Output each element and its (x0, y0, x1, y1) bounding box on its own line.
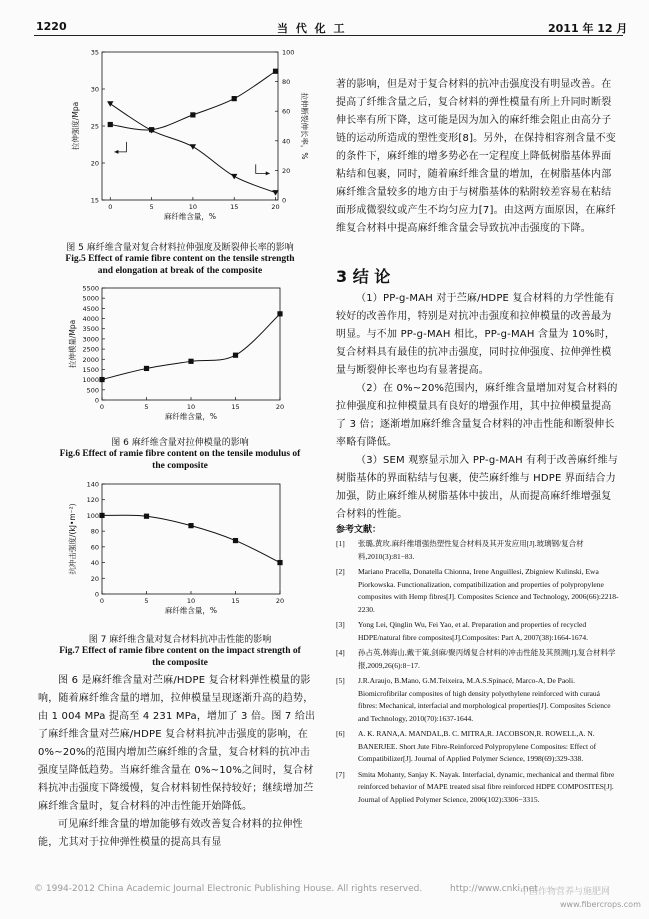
y-tick-label: 2500 (82, 345, 99, 354)
x-tick-label: 15 (231, 597, 240, 605)
data-point (277, 560, 282, 565)
header-rule (34, 35, 623, 36)
x-axis-label: 麻纤维含量，% (163, 212, 217, 221)
data-point (99, 377, 104, 382)
reference-text: Mariano Pracella, Donatella Chionna, Irene Anguillesi, Zbigniew Kulinski, Ewa Piorkowska. Functionalization, compatibilization and properties of polypropylene composites with Hemp fibres[J]. Composites Science and Technology, 2006(66):2218-2230. (358, 567, 619, 614)
references-title: 参考文献： (336, 525, 382, 535)
fig6-chart (40, 282, 320, 432)
y-tick-label: 80 (90, 527, 99, 536)
x-tick-label: 0 (99, 403, 105, 411)
x-tick-label: 0 (108, 203, 113, 211)
x-axis-label: 麻纤维含量，% (164, 606, 218, 615)
x-axis-label: 麻纤维含量，% (164, 412, 218, 421)
conclusion-item: （1）PP-g-MAH 对于苎麻/HDPE 复合材料的力学性能有较好的改善作用，特别是对抗冲击强度和拉伸模量的改善最为明显。与不加 PP-g-MAH 相比，PP-g-MAH 含量为 10%时，复合材料具有最佳的抗冲击强度，同时拉伸强度、拉伸弹性模量与断裂伸长率也均有显著提高。 (336, 293, 616, 376)
fig6-caption-cn: 图 6 麻纤维含量对拉伸模量的影响 (111, 438, 249, 448)
series-line (110, 71, 275, 130)
y-tick-label: 1000 (82, 376, 99, 385)
data-point (108, 122, 113, 127)
y-tick-label: 5500 (82, 284, 99, 293)
y-tick-label: 1500 (82, 365, 99, 374)
fig5-caption-cn: 图 5 麻纤维含量对复合材料拉伸强度及断裂伸长率的影响 (66, 243, 294, 253)
copyright-notice: © 1994-2012 China Academic Journal Electronic Publishing House. All rights reserved. (34, 884, 423, 894)
y-tick-label: 2000 (82, 355, 99, 364)
y-left-tick-label: 25 (90, 122, 99, 131)
y-tick-label: 0 (94, 590, 99, 599)
data-point (190, 144, 196, 150)
reference-number: [2] (336, 567, 345, 576)
reference-number: [7] (336, 769, 345, 779)
reference-number: [4] (336, 648, 345, 657)
x-tick-label: 10 (186, 597, 196, 605)
y-right-tick-label: 60 (282, 107, 291, 116)
series-line (102, 515, 280, 562)
y-left-tick-label: 35 (90, 48, 99, 57)
y-right-tick-label: 80 (282, 78, 291, 87)
right-column-text (336, 76, 620, 238)
data-point (190, 112, 195, 117)
x-tick-label: 5 (144, 403, 149, 411)
y-tick-label: 5000 (82, 294, 99, 303)
cnki-url: http://www.cnki.net (450, 884, 538, 894)
reference-item (336, 769, 620, 807)
y-right-tick-label: 0 (282, 196, 287, 205)
fig7-caption-en-1: Fig.7 Effect of ramie fibre content on the impact strength of (59, 646, 301, 656)
reference-text: Yong Lei, Qinglin Wu, Fei Yao, et al. Preparation and properties of recycled HDPE/natural fibre composites[J].Composites: Part A, 2007(38):1664-1674. (358, 620, 588, 642)
y-tick-label: 40 (90, 559, 99, 568)
conclusions (336, 290, 620, 524)
paragraph: 可见麻纤维含量的增加能够有效改善复合材料的拉伸性能，尤其对于拉伸弹性模量的提高具有显 (38, 819, 303, 848)
reference-item (336, 647, 620, 672)
y-tick-label: 60 (90, 543, 99, 552)
y-right-axis-label: 拉伸断裂伸长率，% (300, 92, 309, 160)
data-point (188, 523, 193, 528)
y-tick-label: 0 (94, 396, 99, 405)
reference-list (336, 538, 620, 809)
data-point (188, 359, 193, 364)
x-tick-label: 20 (275, 403, 285, 411)
data-point (233, 353, 238, 358)
watermark-url: www.fibercrops.com (560, 900, 641, 909)
reference-number: [3] (336, 620, 345, 629)
x-tick-label: 10 (188, 203, 198, 211)
right-axis-arrowhead (266, 171, 270, 175)
issue-date: 2011 年 12 月 (548, 22, 628, 35)
reference-item (336, 728, 620, 766)
reference-text: J.R.Araujo, B.Mano, G.M.Teixeira, M.A.S.Spinacé, Marco-A, De Paoli. Biomicrofibrilar composites of high density polyethylene reinforced with curauá fibres: Mechanical, interfacial and morphological properties[J]. Composites Science and Technology, 2010(70):1637-1644. (358, 676, 611, 723)
data-point (107, 101, 113, 107)
y-tick-label: 20 (90, 574, 99, 583)
fig7-caption-en-2: the composite (152, 658, 208, 668)
data-point (233, 538, 238, 543)
paragraph: 著的影响，但是对于复合材料的抗冲击强度没有明显改善。在提高了纤维含量之后，复合材料的弹性模量有所上升同时断裂伸长率有所下降，这可能是因为加入的麻纤维会阻止由高分子链的运动所造成的塑性变形[8]。另外，在保持相容剂含量不变的条件下，麻纤维的增多势必在一定程度上降低树脂基体界面粘结和包裹，同时，随着麻纤维含量的增加，在树脂基体内部麻纤维含量较多的地方由于与树脂基体的粘附较差容易在粘结面形成微裂纹或产生不均匀应力[7]。由这两方面原因，在麻纤维复合材料中提高麻纤维含量会导致抗冲击强度的下降。 (336, 79, 616, 234)
y-tick-label: 4000 (82, 315, 99, 324)
x-tick-label: 0 (99, 597, 105, 605)
y-left-axis-label: 拉伸强度/Mpa (71, 101, 80, 151)
left-axis-arrowhead (114, 150, 118, 154)
data-point (231, 174, 237, 180)
reference-item (336, 538, 620, 563)
y-tick-label: 100 (86, 511, 99, 520)
reference-number: [6] (336, 729, 345, 738)
reference-text: 孙占英,韩海山,戴干策,剑麻/聚丙烯复合材料的冲击性能及其预测[J],复合材料学报,2009,26(6):8−17. (358, 648, 616, 670)
data-point (273, 69, 278, 74)
fig7-caption-cn: 图 7 麻纤维含量对复合材料抗冲击性能的影响 (88, 635, 272, 645)
fig6-caption-en-2: the composite (152, 461, 208, 471)
y-tick-label: 500 (86, 386, 99, 395)
fig6-caption-en-1: Fig.6 Effect of ramie fibre content on the tensile modulus of (59, 449, 301, 459)
y-left-tick-label: 30 (90, 85, 99, 94)
y-tick-label: 4500 (82, 304, 99, 313)
x-tick-label: 15 (230, 203, 239, 211)
x-tick-label: 20 (271, 203, 280, 211)
conclusion-item: （2）在 0%~20%范围内，麻纤维含量增加对复合材料的拉伸强度和拉伸模量具有良好的增强作用，其中拉伸模量提高了 3 倍；逐渐增加麻纤维含量复合材料的冲击性能和断裂伸长率略有降低。 (336, 383, 618, 448)
fig5-caption-en-1: Fig.5 Effect of ramie fibre content on the tensile strength (65, 254, 295, 264)
conclusion-item: （3）SEM 观察显示加入 PP-g-MAH 有利于改善麻纤维与树脂基体的界面粘结与包裹，使苎麻纤维与 HDPE 界面结合力加强，防止麻纤维从树脂基体中拔出，从而提高麻纤维增强复合材料的性能。 (336, 455, 618, 520)
paragraph: 图 6 是麻纤维含量对苎麻/HDPE 复合材料弹性模量的影响，随着麻纤维含量的增加，拉伸模量呈现逐渐升高的趋势，由 1 004 MPa 提高至 4 231 MPa，增加了 3 倍。图 7 给出了麻纤维含量对苎麻/HDPE 复合材料抗冲击强度的影响，在 0%~20%的范围内增加苎麻纤维的含量，复合材料的抗冲击强度呈降低趋势。当麻纤维含量在 0%~10%之间时，复合材料抗冲击强度下降缓慢，复合材料韧性保持较好；继续增加苎麻纤维含量时，复合材料的冲击性能开始降低。 (38, 675, 316, 812)
x-tick-label: 15 (231, 403, 240, 411)
reference-item (336, 675, 620, 725)
y-tick-label: 3000 (82, 335, 99, 344)
x-tick-label: 10 (186, 403, 196, 411)
x-tick-label: 5 (149, 203, 154, 211)
section-title: 3 结 论 (336, 267, 391, 286)
right-axis-arrow (256, 164, 270, 173)
y-tick-label: 120 (86, 496, 99, 505)
data-point (99, 513, 104, 518)
plot-frame (102, 484, 280, 594)
data-point (277, 311, 282, 316)
journal-name: 当 代 化 工 (277, 22, 347, 35)
y-left-tick-label: 20 (90, 159, 99, 168)
x-tick-label: 20 (275, 597, 285, 605)
y-left-tick-label: 15 (90, 196, 99, 205)
y-tick-label: 140 (86, 480, 99, 489)
data-point (144, 366, 149, 371)
reference-text: Smita Mohanty, Sanjay K. Nayak. Interfacial, dynamic, mechanical and thermal fibre reinforced behavior of MAPE treated sisal fibre reinforced HDPE COMPOSITES[J]. Journal of Applied Polymer Science, 2006(102):3306−3315. (358, 769, 615, 804)
reference-number: [5] (336, 676, 345, 685)
page-number: 1220 (36, 20, 67, 33)
data-point (144, 514, 149, 519)
fig7-chart (40, 478, 320, 630)
left-column-text (38, 672, 320, 852)
y-axis-label: 抗冲击强度/(kJ•m⁻²) (68, 503, 77, 575)
watermark-cn: 中国作物营养与施肥网 (520, 887, 611, 897)
y-right-tick-label: 100 (282, 48, 295, 57)
data-point (232, 96, 237, 101)
y-right-tick-label: 20 (282, 166, 291, 175)
reference-number: [1] (336, 539, 345, 548)
x-tick-label: 5 (144, 597, 149, 605)
reference-item (336, 619, 620, 644)
reference-item (336, 566, 620, 616)
fig5-chart (40, 38, 320, 238)
y-tick-label: 3500 (82, 325, 99, 334)
plot-frame (102, 288, 280, 400)
left-axis-arrow (114, 142, 126, 152)
reference-text: A. K. RANA,A. MANDAL,B. C. MITRA,R. JACOBSON,R. ROWELL,A. N. BANERJEE. Short Jute Fibre-Reinforced Polypropylene Composites: Effect of Compatibilizer[J]. Journal of Applied Polymer Science, 1998(69):329-338. (358, 729, 597, 763)
plot-frame (102, 52, 278, 200)
fig5-caption-en-2: and elongation at break of the composite (97, 266, 263, 276)
series-line (102, 314, 280, 380)
y-axis-label: 拉伸模量/Mpa (68, 319, 77, 369)
y-right-tick-label: 40 (282, 137, 291, 146)
reference-text: 张璐,黄玫.麻纤维增强热塑性复合材料及其开发应用[J].玻璃钢/复合材料,2010(3):81−83. (358, 539, 584, 561)
